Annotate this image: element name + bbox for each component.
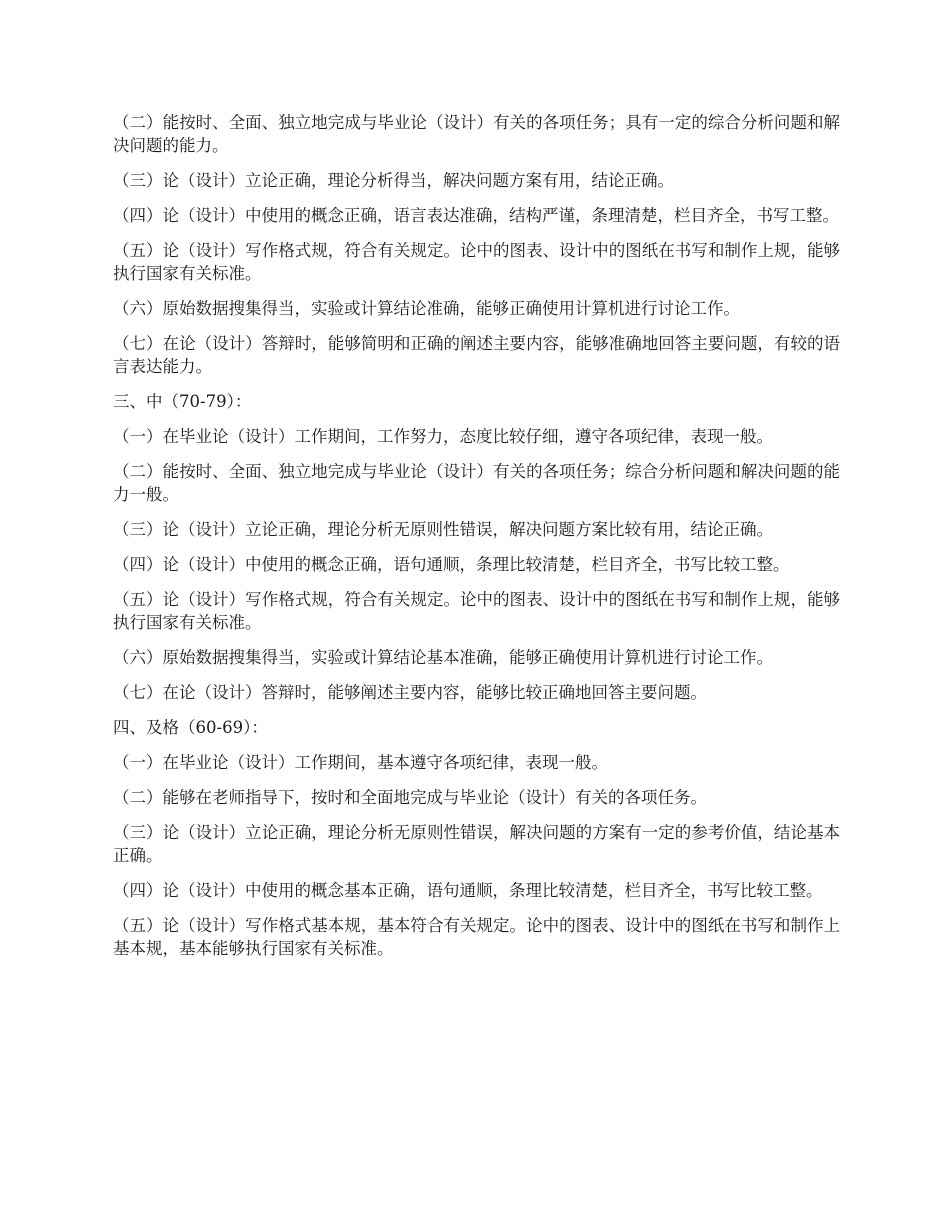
item-3-paragraph: （三）论（设计）立论正确，理论分析无原则性错误，解决问题方案比较有用，结论正确。 xyxy=(113,520,773,539)
item-2-paragraph: （二）能按时、全面、独立地完成与毕业论（设计）有关的各项任务；综合分析问题和解决问题的能力一般。 xyxy=(113,462,840,504)
item-1-paragraph: （一）在毕业论（设计）工作期间，基本遵守各项纪律，表现一般。 xyxy=(113,753,608,772)
section-heading-medium: 三、中（70-79）： xyxy=(113,392,252,411)
item-5-paragraph: （五）论（设计）写作格式规，符合有关规定。论中的图表、设计中的图纸在书写和制作上规，能够执行国家有关标准。 xyxy=(113,241,840,283)
document-page xyxy=(113,111,840,972)
item-4-paragraph: （四）论（设计）中使用的概念正确，语言表达准确，结构严谨，条理清楚，栏目齐全，书写工整。 xyxy=(113,206,839,225)
item-3-paragraph: （三）论（设计）立论正确，理论分析得当，解决问题方案有用，结论正确。 xyxy=(113,171,674,190)
item-1-paragraph: （一）在毕业论（设计）工作期间，工作努力，态度比较仔细，遵守各项纪律，表现一般。 xyxy=(113,427,773,446)
item-6-paragraph: （六）原始数据搜集得当，实验或计算结论准确，能够正确使用计算机进行讨论工作。 xyxy=(113,299,740,318)
item-6-paragraph: （六）原始数据搜集得当，实验或计算结论基本准确，能够正确使用计算机进行讨论工作。 xyxy=(113,648,773,667)
item-5-paragraph: （五）论（设计）写作格式规，符合有关规定。论中的图表、设计中的图纸在书写和制作上规，能够执行国家有关标准。 xyxy=(113,590,840,632)
item-7-paragraph: （七）在论（设计）答辩时，能够阐述主要内容，能够比较正确地回答主要问题。 xyxy=(113,683,707,702)
item-3-paragraph: （三）论（设计）立论正确，理论分析无原则性错误，解决问题的方案有一定的参考价值，结论基本正确。 xyxy=(113,823,840,865)
item-5-paragraph: （五）论（设计）写作格式基本规，基本符合有关规定。论中的图表、设计中的图纸在书写和制作上基本规，基本能够执行国家有关标准。 xyxy=(113,916,840,958)
item-2-paragraph: （二）能够在老师指导下，按时和全面地完成与毕业论（设计）有关的各项任务。 xyxy=(113,788,707,807)
item-2-paragraph: （二）能按时、全面、独立地完成与毕业论（设计）有关的各项任务；具有一定的综合分析问题和解决问题的能力。 xyxy=(113,113,840,155)
item-4-paragraph: （四）论（设计）中使用的概念基本正确，语句通顺，条理比较清楚，栏目齐全，书写比较工整。 xyxy=(113,881,823,900)
item-4-paragraph: （四）论（设计）中使用的概念正确，语句通顺，条理比较清楚，栏目齐全，书写比较工整。 xyxy=(113,555,790,574)
section-heading-pass: 四、及格（60-69）： xyxy=(113,718,268,737)
item-7-paragraph: （七）在论（设计）答辩时，能够简明和正确的阐述主要内容，能够准确地回答主要问题，有较的语言表达能力。 xyxy=(113,334,840,376)
